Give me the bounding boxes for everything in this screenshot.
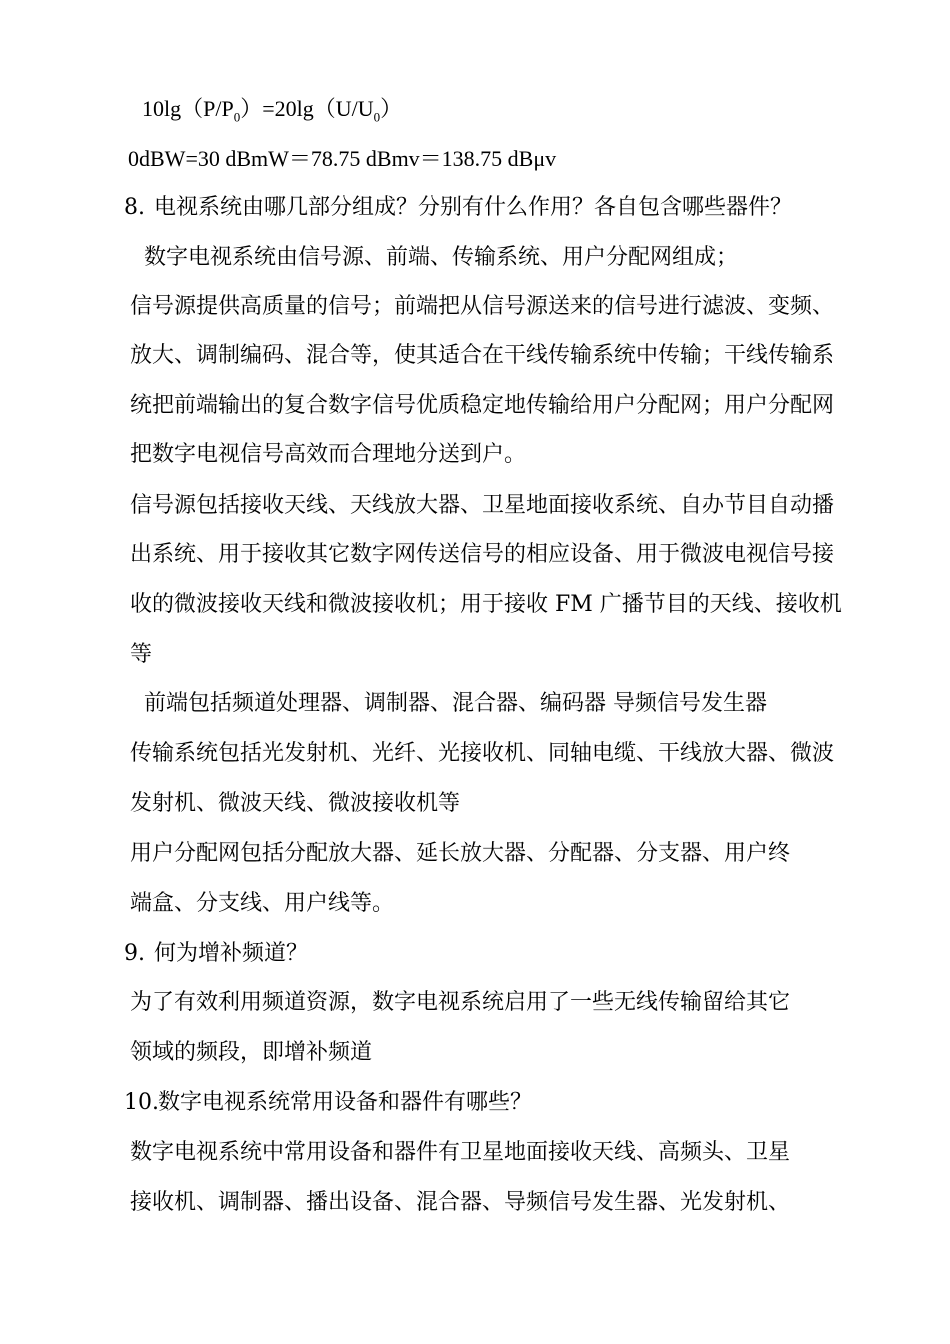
formula-part-a: 10lg（P/P	[142, 96, 234, 121]
answer-9-line: 为了有效利用频道资源，数字电视系统启用了一些无线传输留给其它	[130, 990, 791, 1015]
answer-8-line: 统把前端输出的复合数字信号优质稳定地传输给用户分配网；用户分配网	[130, 393, 835, 418]
answer-8-line: 把数字电视信号高效而合理地分送到户。	[130, 442, 527, 467]
formula-sub-a: 0	[233, 109, 241, 125]
question-8-number: 8.	[124, 195, 145, 220]
answer-8-line: 端盒、分支线、用户线等。	[130, 891, 395, 916]
formula-db-conversion: 0dBW=30 dBmW＝78.75 dBmv＝138.75 dBμv	[128, 146, 557, 171]
question-9-heading	[124, 940, 308, 968]
answer-8-line: 放大、调制编码、混合等，使其适合在干线传输系统中传输；干线传输系	[130, 343, 835, 368]
question-8-text: 电视系统由哪几部分组成？分别有什么作用？各自包含哪些器件？	[154, 195, 793, 220]
answer-10-line: 接收机、调制器、播出设备、混合器、导频信号发生器、光发射机、	[130, 1190, 791, 1215]
question-10-heading	[124, 1089, 532, 1117]
question-10-text: 数字电视系统常用设备和器件有哪些？	[158, 1090, 533, 1115]
formula-sub-b: 0	[373, 109, 381, 125]
question-8-heading	[124, 194, 792, 222]
question-10-number: 10.	[124, 1090, 159, 1115]
answer-8-line: 出系统、用于接收其它数字网传送信号的相应设备、用于微波电视信号接	[130, 542, 835, 567]
answer-8-line: 信号源提供高质量的信号；前端把从信号源送来的信号进行滤波、变频、	[130, 294, 835, 319]
answer-8-line: 传输系统包括光发射机、光纤、光接收机、同轴电缆、干线放大器、微波	[130, 741, 835, 766]
answer-8-line: 发射机、微波天线、微波接收机等	[130, 791, 461, 816]
answer-8-line: 信号源包括接收天线、天线放大器、卫星地面接收系统、自办节目自动播	[130, 493, 835, 518]
answer-10-line: 数字电视系统中常用设备和器件有卫星地面接收天线、高频头、卫星	[130, 1140, 791, 1165]
answer-9-line: 领域的频段，即增补频道	[130, 1040, 373, 1065]
formula-part-c: ）	[380, 96, 403, 121]
answer-8-line: 等	[130, 642, 153, 667]
question-9-number: 9.	[124, 941, 145, 966]
formula-part-b: ）=20lg（U/U	[240, 96, 374, 121]
question-9-text: 何为增补频道？	[154, 941, 309, 966]
formula-log-ratio	[142, 95, 402, 123]
answer-8-line: 数字电视系统由信号源、前端、传输系统、用户分配网组成；	[144, 245, 739, 270]
answer-8-line: 用户分配网包括分配放大器、延长放大器、分配器、分支器、用户终	[130, 841, 791, 866]
answer-8-line: 前端包括频道处理器、调制器、混合器、编码器 导频信号发生器	[144, 691, 767, 716]
answer-8-line: 收的微波接收天线和微波接收机；用于接收 FM 广播节目的天线、接收机	[130, 592, 842, 617]
